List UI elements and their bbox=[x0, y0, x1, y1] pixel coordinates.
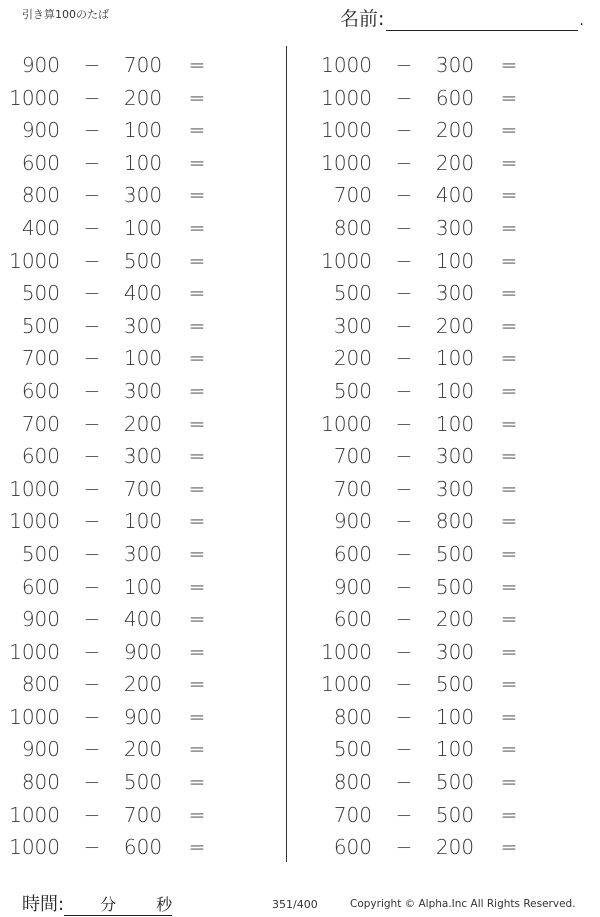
equals-sign: = bbox=[188, 183, 206, 208]
minuend: 600 bbox=[21, 574, 60, 599]
equals-sign: = bbox=[188, 737, 206, 762]
equals-sign: = bbox=[500, 118, 518, 143]
subtrahend: 300 bbox=[123, 378, 163, 403]
minuend: 900 bbox=[333, 509, 372, 534]
seconds-unit: 秒 bbox=[156, 895, 173, 914]
subtrahend: 200 bbox=[435, 150, 475, 175]
subtrahend: 500 bbox=[435, 672, 475, 697]
minuend: 900 bbox=[21, 53, 60, 77]
minuend: 600 bbox=[333, 835, 372, 860]
minus-sign: − bbox=[395, 639, 413, 664]
subtrahend: 500 bbox=[435, 541, 475, 566]
minuend: 1000 bbox=[321, 411, 372, 436]
subtrahend: 200 bbox=[123, 737, 163, 762]
minuend: 600 bbox=[21, 444, 60, 469]
minuend: 1000 bbox=[9, 802, 60, 827]
column-divider bbox=[286, 46, 287, 862]
equals-sign: = bbox=[500, 672, 518, 697]
subtrahend: 400 bbox=[435, 183, 475, 208]
minus-sign: − bbox=[83, 802, 101, 827]
minuend: 1000 bbox=[321, 53, 372, 77]
minus-sign: − bbox=[395, 476, 413, 501]
minus-sign: − bbox=[83, 476, 101, 501]
minus-sign: − bbox=[395, 802, 413, 827]
minus-sign: − bbox=[395, 835, 413, 860]
subtrahend: 100 bbox=[123, 150, 163, 175]
minus-sign: − bbox=[83, 150, 101, 175]
minus-sign: − bbox=[83, 85, 101, 110]
equals-sign: = bbox=[188, 281, 206, 306]
equals-sign: = bbox=[500, 346, 518, 371]
minus-sign: − bbox=[83, 770, 101, 795]
minuend: 500 bbox=[21, 313, 60, 338]
equals-sign: = bbox=[188, 85, 206, 110]
minuend: 700 bbox=[333, 476, 372, 501]
equals-sign: = bbox=[500, 215, 518, 240]
equals-sign: = bbox=[188, 476, 206, 501]
equals-sign: = bbox=[188, 150, 206, 175]
subtrahend: 100 bbox=[123, 346, 163, 371]
minus-sign: − bbox=[83, 281, 101, 306]
subtrahend: 100 bbox=[435, 248, 475, 273]
subtrahend: 600 bbox=[123, 835, 163, 860]
equals-sign: = bbox=[500, 183, 518, 208]
minuend: 700 bbox=[333, 444, 372, 469]
minuend: 1000 bbox=[9, 835, 60, 860]
subtrahend: 300 bbox=[435, 476, 475, 501]
minuend: 500 bbox=[21, 281, 60, 306]
minuend: 800 bbox=[333, 215, 372, 240]
equals-sign: = bbox=[500, 444, 518, 469]
minutes-unit: 分 bbox=[100, 895, 117, 914]
subtrahend: 300 bbox=[123, 313, 163, 338]
subtrahend: 200 bbox=[123, 672, 163, 697]
minus-sign: − bbox=[83, 118, 101, 143]
minus-sign: − bbox=[395, 313, 413, 338]
subtrahend: 500 bbox=[123, 248, 163, 273]
subtrahend: 300 bbox=[435, 444, 475, 469]
minuend: 500 bbox=[333, 378, 372, 403]
equals-sign: = bbox=[188, 378, 206, 403]
equals-sign: = bbox=[188, 53, 206, 77]
time-label: 時間: bbox=[22, 894, 65, 915]
subtrahend: 900 bbox=[123, 704, 163, 729]
equals-sign: = bbox=[500, 835, 518, 860]
minuend: 700 bbox=[21, 346, 60, 371]
subtrahend: 300 bbox=[123, 444, 163, 469]
equals-sign: = bbox=[500, 639, 518, 664]
equals-sign: = bbox=[500, 85, 518, 110]
minuend: 700 bbox=[333, 802, 372, 827]
subtrahend: 100 bbox=[435, 411, 475, 436]
minus-sign: − bbox=[83, 215, 101, 240]
minuend: 800 bbox=[21, 183, 60, 208]
equals-sign: = bbox=[188, 672, 206, 697]
equals-sign: = bbox=[500, 737, 518, 762]
equals-sign: = bbox=[188, 574, 206, 599]
subtrahend: 300 bbox=[123, 183, 163, 208]
minus-sign: − bbox=[395, 770, 413, 795]
equals-sign: = bbox=[188, 770, 206, 795]
minus-sign: − bbox=[83, 835, 101, 860]
equals-sign: = bbox=[500, 281, 518, 306]
equals-sign: = bbox=[188, 248, 206, 273]
subtrahend: 800 bbox=[435, 509, 475, 534]
subtrahend: 700 bbox=[123, 802, 163, 827]
subtrahend: 600 bbox=[435, 85, 475, 110]
minus-sign: − bbox=[395, 118, 413, 143]
minus-sign: − bbox=[395, 607, 413, 632]
equals-sign: = bbox=[500, 607, 518, 632]
subtrahend: 100 bbox=[435, 704, 475, 729]
minuend: 1000 bbox=[9, 639, 60, 664]
minuend: 1000 bbox=[321, 150, 372, 175]
equals-sign: = bbox=[500, 150, 518, 175]
subtrahend: 200 bbox=[123, 85, 163, 110]
minuend: 900 bbox=[21, 737, 60, 762]
minus-sign: − bbox=[83, 444, 101, 469]
equals-sign: = bbox=[188, 118, 206, 143]
minus-sign: − bbox=[83, 704, 101, 729]
subtrahend: 100 bbox=[123, 215, 163, 240]
subtrahend: 200 bbox=[435, 313, 475, 338]
equals-sign: = bbox=[188, 313, 206, 338]
minus-sign: − bbox=[83, 248, 101, 273]
subtrahend: 100 bbox=[435, 378, 475, 403]
equals-sign: = bbox=[500, 313, 518, 338]
equals-sign: = bbox=[500, 53, 518, 77]
equals-sign: = bbox=[188, 704, 206, 729]
minuend: 1000 bbox=[9, 704, 60, 729]
equals-sign: = bbox=[500, 574, 518, 599]
equals-sign: = bbox=[500, 411, 518, 436]
minuend: 900 bbox=[21, 607, 60, 632]
name-dot: . bbox=[579, 13, 584, 29]
minuend: 1000 bbox=[9, 85, 60, 110]
equals-sign: = bbox=[500, 802, 518, 827]
minus-sign: − bbox=[83, 607, 101, 632]
copyright-text: Copyright © Alpha.Inc All Rights Reserved. bbox=[350, 898, 576, 910]
equals-sign: = bbox=[188, 411, 206, 436]
minus-sign: − bbox=[83, 378, 101, 403]
subtrahend: 300 bbox=[435, 53, 475, 77]
minuend: 700 bbox=[333, 183, 372, 208]
minus-sign: − bbox=[395, 541, 413, 566]
subtrahend: 200 bbox=[435, 607, 475, 632]
page-number: 351/400 bbox=[272, 898, 318, 911]
minus-sign: − bbox=[83, 411, 101, 436]
equals-sign: = bbox=[500, 770, 518, 795]
minuend: 400 bbox=[21, 215, 60, 240]
time-field bbox=[22, 890, 172, 916]
minuend: 800 bbox=[21, 770, 60, 795]
minus-sign: − bbox=[83, 346, 101, 371]
minuend: 900 bbox=[333, 574, 372, 599]
equals-sign: = bbox=[500, 378, 518, 403]
minus-sign: − bbox=[395, 378, 413, 403]
minuend: 300 bbox=[333, 313, 372, 338]
minus-sign: − bbox=[83, 183, 101, 208]
equals-sign: = bbox=[500, 704, 518, 729]
minuend: 600 bbox=[21, 378, 60, 403]
minus-sign: − bbox=[83, 737, 101, 762]
subtrahend: 500 bbox=[435, 802, 475, 827]
minus-sign: − bbox=[83, 53, 101, 77]
equals-sign: = bbox=[188, 639, 206, 664]
minuend: 500 bbox=[333, 281, 372, 306]
subtrahend: 500 bbox=[435, 770, 475, 795]
minuend: 1000 bbox=[321, 248, 372, 273]
minuend: 500 bbox=[333, 737, 372, 762]
minus-sign: − bbox=[83, 509, 101, 534]
equals-sign: = bbox=[500, 541, 518, 566]
equals-sign: = bbox=[188, 541, 206, 566]
minus-sign: − bbox=[83, 541, 101, 566]
equals-sign: = bbox=[188, 215, 206, 240]
minuend: 600 bbox=[21, 150, 60, 175]
equals-sign: = bbox=[188, 835, 206, 860]
equals-sign: = bbox=[500, 476, 518, 501]
subtrahend: 300 bbox=[435, 281, 475, 306]
minus-sign: − bbox=[83, 639, 101, 664]
subtrahend: 100 bbox=[435, 737, 475, 762]
minuend: 900 bbox=[21, 118, 60, 143]
subtrahend: 100 bbox=[123, 574, 163, 599]
minus-sign: − bbox=[395, 411, 413, 436]
minus-sign: − bbox=[395, 737, 413, 762]
minus-sign: − bbox=[395, 85, 413, 110]
minus-sign: − bbox=[395, 248, 413, 273]
subtrahend: 100 bbox=[123, 118, 163, 143]
minus-sign: − bbox=[395, 346, 413, 371]
minus-sign: − bbox=[83, 672, 101, 697]
minus-sign: − bbox=[395, 574, 413, 599]
minuend: 600 bbox=[333, 541, 372, 566]
minuend: 200 bbox=[333, 346, 372, 371]
subtrahend: 900 bbox=[123, 639, 163, 664]
minuend: 1000 bbox=[9, 248, 60, 273]
minuend: 1000 bbox=[321, 672, 372, 697]
minuend: 1000 bbox=[9, 509, 60, 534]
subtrahend: 200 bbox=[435, 118, 475, 143]
name-field bbox=[340, 4, 584, 31]
minus-sign: − bbox=[395, 53, 413, 77]
worksheet-title: 引き算100のたば bbox=[22, 8, 109, 21]
equals-sign: = bbox=[188, 607, 206, 632]
minus-sign: − bbox=[395, 215, 413, 240]
minus-sign: − bbox=[395, 183, 413, 208]
subtrahend: 500 bbox=[435, 574, 475, 599]
subtrahend: 200 bbox=[435, 835, 475, 860]
subtrahend: 300 bbox=[123, 541, 163, 566]
minus-sign: − bbox=[395, 281, 413, 306]
equals-sign: = bbox=[500, 248, 518, 273]
minuend: 800 bbox=[333, 770, 372, 795]
equals-sign: = bbox=[188, 346, 206, 371]
subtrahend: 100 bbox=[123, 509, 163, 534]
subtrahend: 300 bbox=[435, 639, 475, 664]
equals-sign: = bbox=[188, 802, 206, 827]
subtrahend: 500 bbox=[123, 770, 163, 795]
subtrahend: 700 bbox=[123, 476, 163, 501]
minus-sign: − bbox=[83, 313, 101, 338]
equals-sign: = bbox=[500, 509, 518, 534]
minuend: 1000 bbox=[321, 118, 372, 143]
minuend: 1000 bbox=[321, 85, 372, 110]
time-blank-line[interactable] bbox=[64, 897, 172, 916]
subtrahend: 200 bbox=[123, 411, 163, 436]
minus-sign: − bbox=[395, 704, 413, 729]
name-blank-line[interactable] bbox=[386, 12, 578, 31]
minus-sign: − bbox=[83, 574, 101, 599]
subtrahend: 400 bbox=[123, 281, 163, 306]
minus-sign: − bbox=[395, 672, 413, 697]
minuend: 700 bbox=[21, 411, 60, 436]
name-label: 名前: bbox=[340, 8, 385, 30]
minuend: 1000 bbox=[321, 639, 372, 664]
minuend: 500 bbox=[21, 541, 60, 566]
minuend: 800 bbox=[21, 672, 60, 697]
equals-sign: = bbox=[188, 509, 206, 534]
minuend: 600 bbox=[333, 607, 372, 632]
minus-sign: − bbox=[395, 509, 413, 534]
minus-sign: − bbox=[395, 150, 413, 175]
minuend: 800 bbox=[333, 704, 372, 729]
subtrahend: 700 bbox=[123, 53, 163, 77]
subtrahend: 300 bbox=[435, 215, 475, 240]
minus-sign: − bbox=[395, 444, 413, 469]
equals-sign: = bbox=[188, 444, 206, 469]
subtrahend: 100 bbox=[435, 346, 475, 371]
subtrahend: 400 bbox=[123, 607, 163, 632]
minuend: 1000 bbox=[9, 476, 60, 501]
